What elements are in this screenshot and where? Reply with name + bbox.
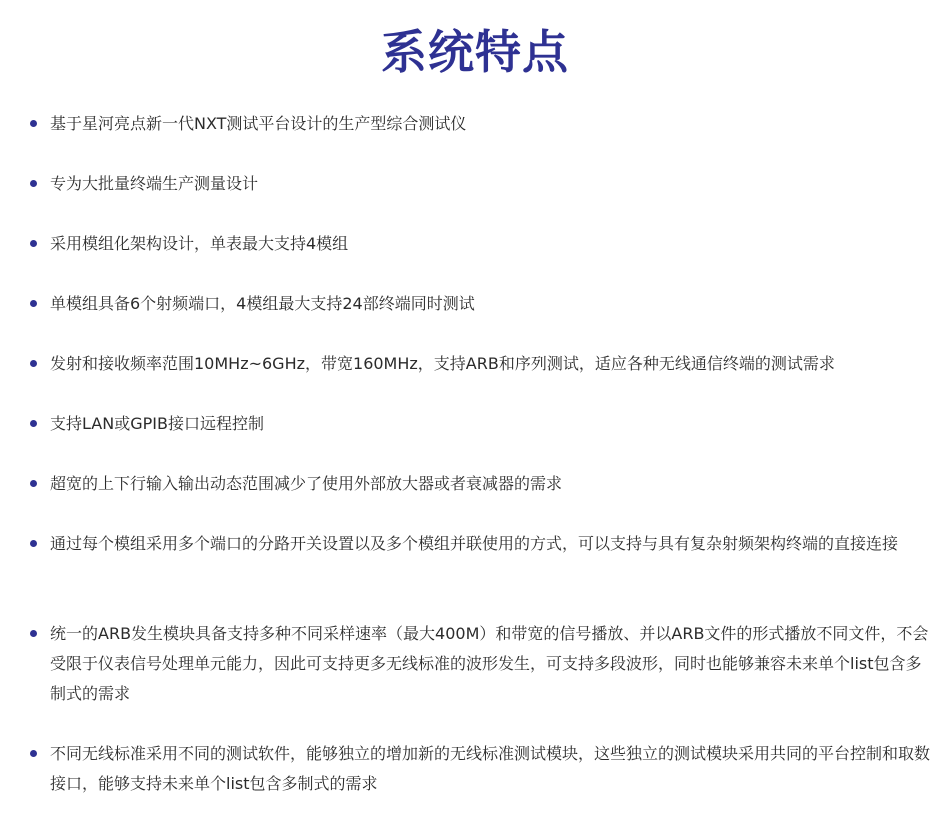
feature-text: 单模组具备6个射频端口，4模组最大支持24部终端同时测试 [50, 294, 475, 313]
feature-text: 专为大批量终端生产测量设计 [50, 174, 259, 193]
bullet-dot-icon [30, 120, 37, 127]
bullet-dot-icon [30, 540, 37, 547]
bullet-dot-icon [30, 480, 37, 487]
bullet-dot-icon [30, 420, 37, 427]
page-title: 系统特点 [381, 25, 569, 79]
feature-text: 基于星河亮点新一代NXT测试平台设计的生产型综合测试仪 [50, 114, 467, 133]
bullet-dot-icon [30, 240, 37, 247]
bullet-dot-icon [30, 750, 37, 757]
feature-text: 通过每个模组采用多个端口的分路开关设置以及多个模组并联使用的方式，可以支持与具有复杂射频架构终端的直接连接 [50, 534, 899, 553]
feature-text: 统一的ARB发生模块具备支持多种不同采样速率（最大400M）和带宽的信号播放、并以ARB文件的形式播放不同文件，不会受限于仪表信号处理单元能力，因此可支持更多无线标准的波形发生，可支持多段波形，同时也能够兼容未来单个list包含多制式的需求 [50, 624, 929, 703]
feature-text: 超宽的上下行输入输出动态范围减少了使用外部放大器或者衰减器的需求 [50, 474, 563, 493]
feature-text: 发射和接收频率范围10MHz~6GHz，带宽160MHz，支持ARB和序列测试，适应各种无线通信终端的测试需求 [50, 354, 835, 373]
bullet-dot-icon [30, 630, 37, 637]
bullet-dot-icon [30, 180, 37, 187]
bullet-dot-icon [30, 300, 37, 307]
feature-text: 采用模组化架构设计，单表最大支持4模组 [50, 234, 349, 253]
bullet-dot-icon [30, 360, 37, 367]
feature-text: 不同无线标准采用不同的测试软件，能够独立的增加新的无线标准测试模块，这些独立的测试模块采用共同的平台控制和取数接口，能够支持未来单个list包含多制式的需求 [50, 744, 931, 793]
feature-text: 支持LAN或GPIB接口远程控制 [50, 414, 264, 433]
